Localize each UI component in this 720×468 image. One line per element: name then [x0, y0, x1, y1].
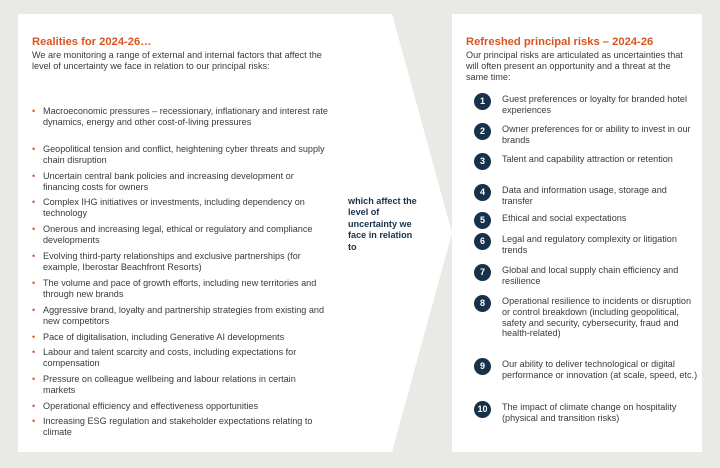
bullet-dot-icon: • — [32, 224, 36, 234]
bullet-dot-icon: • — [32, 251, 36, 261]
risk-text: Our ability to deliver technological or digital performance or innovation (at scale, speed, etc.) — [502, 359, 698, 380]
connector-text: which affect the level of uncertainty we face in relation to — [348, 196, 417, 252]
list-item-text: Uncertain central bank policies and increasing development or financing costs for owners — [43, 171, 294, 193]
list-item-text: Operational efficiency and effectiveness opportunities — [43, 401, 259, 411]
risk-number-badge: 2 — [474, 123, 491, 140]
risk-text: Talent and capability attraction or retention — [502, 154, 673, 164]
risk-text: Data and information usage, storage and transfer — [502, 185, 667, 206]
risk-text: Legal and regulatory complexity or litigation trends — [502, 234, 677, 255]
list-item-text: The volume and pace of growth efforts, including new territories and through new brands — [43, 278, 317, 300]
list-item-text: Pressure on colleague wellbeing and labour relations in certain markets — [43, 374, 296, 396]
risk-number-badge: 6 — [474, 233, 491, 250]
risk-text: Guest preferences or loyalty for branded hotel experiences — [502, 94, 688, 115]
bullet-dot-icon: • — [32, 347, 36, 357]
list-item-text: Pace of digitalisation, including Generative AI developments — [43, 332, 285, 342]
realities-panel — [18, 14, 336, 452]
risk-text: The impact of climate change on hospitality (physical and transition risks) — [502, 402, 677, 423]
bullet-dot-icon: • — [32, 106, 36, 116]
bullet-dot-icon: • — [32, 278, 36, 288]
principal-risks-intro: Our principal risks are articulated as uncertainties that will often present an opportunity and a threat at the same time: — [466, 50, 683, 82]
list-item-text: Complex IHG initiatives or investments, including dependency on technology — [43, 197, 305, 219]
bullet-dot-icon: • — [32, 305, 36, 315]
realities-title: Realities for 2024-26… — [32, 36, 152, 48]
risk-text: Owner preferences for or ability to invest in our brands — [502, 124, 691, 145]
risk-number-badge: 9 — [474, 358, 491, 375]
risk-number-badge: 5 — [474, 212, 491, 229]
list-item-text: Evolving third-party relationships and exclusive partnerships (for example, Iberostar Beachfront Resorts) — [43, 251, 301, 273]
risk-number-badge: 8 — [474, 295, 491, 312]
risk-number-badge: 10 — [474, 401, 491, 418]
risk-number-badge: 1 — [474, 93, 491, 110]
bullet-dot-icon: • — [32, 401, 36, 411]
bullet-dot-icon: • — [32, 144, 36, 154]
bullet-dot-icon: • — [32, 332, 36, 342]
principal-risks-panel — [452, 14, 702, 452]
list-item-text: Labour and talent scarcity and costs, including expectations for compensation — [43, 347, 297, 369]
list-item-text: Aggressive brand, loyalty and partnership strategies from existing and new competitors — [43, 305, 325, 327]
list-item-text: Geopolitical tension and conflict, heightening cyber threats and supply chain disruption — [43, 144, 325, 166]
bullet-dot-icon: • — [32, 416, 36, 426]
risk-number-badge: 4 — [474, 184, 491, 201]
risk-text: Ethical and social expectations — [502, 213, 627, 223]
list-item-text: Macroeconomic pressures – recessionary, inflationary and interest rate dynamics, energy and other cost-of-living pressures — [43, 106, 328, 128]
list-item-text: Onerous and increasing legal, ethical or regulatory and compliance developments — [43, 224, 313, 246]
risk-number-badge: 7 — [474, 264, 491, 281]
list-item-text: Increasing ESG regulation and stakeholder expectations relating to climate — [43, 416, 313, 438]
bullet-dot-icon: • — [32, 374, 36, 384]
risk-text: Operational resilience to incidents or disruption or control breakdown (including geopolitical, safety and security, cybersecurity, fraud and health-related) — [502, 296, 692, 339]
realities-intro: We are monitoring a range of external and internal factors that affect the level of uncertainty we face in relation to our principal risks: — [32, 50, 322, 71]
risk-number-badge: 3 — [474, 153, 491, 170]
risk-text: Global and local supply chain efficiency and resilience — [502, 265, 679, 286]
principal-risks-title: Refreshed principal risks – 2024-26 — [466, 36, 654, 48]
bullet-dot-icon: • — [32, 197, 36, 207]
bullet-dot-icon: • — [32, 171, 36, 181]
